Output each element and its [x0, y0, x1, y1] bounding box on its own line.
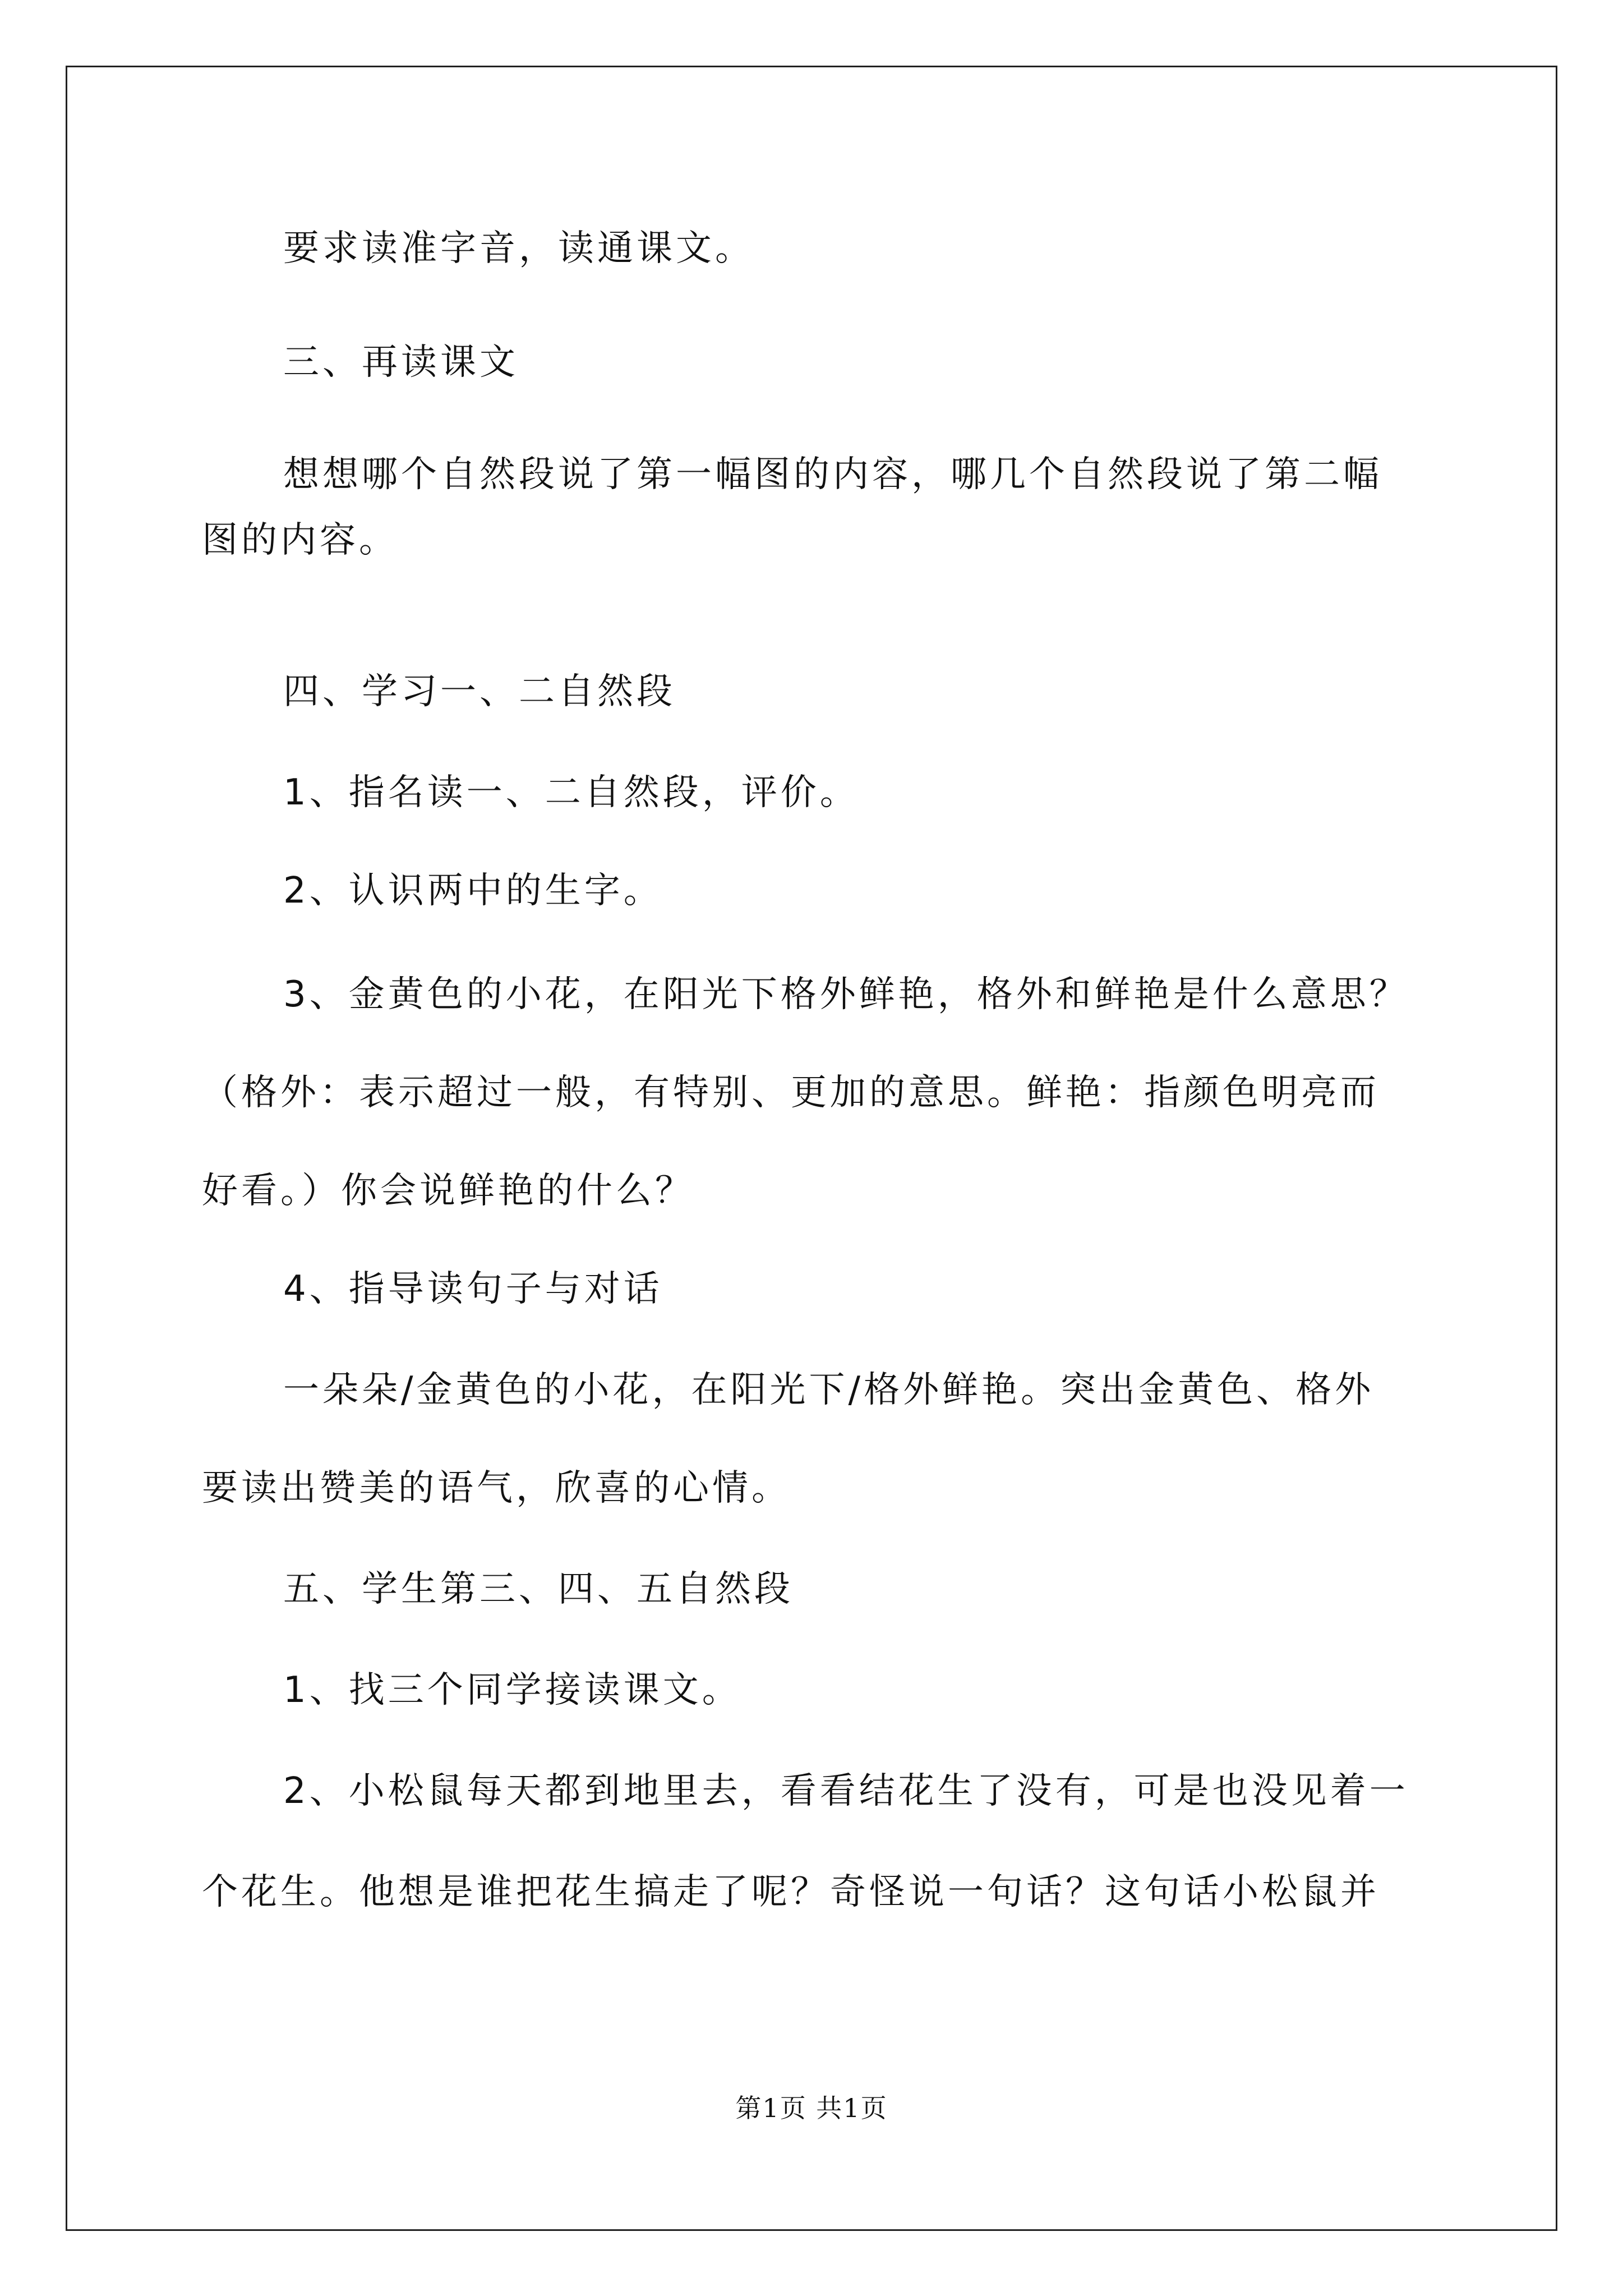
- paragraph-line: 4、指导读句子与对话: [283, 1268, 663, 1310]
- paragraph-line: 好看。）你会说鲜艳的什么？: [202, 1170, 694, 1212]
- paragraph-line: 2、认识两中的生字。: [283, 870, 663, 912]
- paragraph-line: 图的内容。: [202, 519, 398, 561]
- paragraph-line: 3、金黄色的小花，在阳光下格外鲜艳，格外和鲜艳是什么意思？: [283, 974, 1409, 1015]
- paragraph-line: 想想哪个自然段说了第一幅图的内容，哪几个自然段说了第二幅: [283, 454, 1382, 495]
- paragraph-line: 2、小松鼠每天都到地里去，看看结花生了没有，可是也没见着一: [283, 1770, 1409, 1812]
- section-heading: 三、再读课文: [283, 342, 519, 383]
- section-heading: 五、学生第三、四、五自然段: [283, 1568, 794, 1610]
- paragraph-line: 要求读准字音，读通课文。: [283, 228, 754, 269]
- section-heading: 四、学习一、二自然段: [283, 671, 676, 712]
- paragraph-line: 个花生。他想是谁把花生搞走了呢？奇怪说一句话？这句话小松鼠并: [202, 1871, 1380, 1913]
- paragraph-line: 1、找三个同学接读课文。: [283, 1669, 741, 1711]
- paragraph-line: 一朵朵/金黄色的小花，在阳光下/格外鲜艳。突出金黄色、格外: [283, 1369, 1375, 1411]
- paragraph-line: （格外：表示超过一般，有特别、更加的意思。鲜艳：指颜色明亮而: [202, 1072, 1380, 1114]
- paragraph-line: 1、指名读一、二自然段，评价。: [283, 772, 859, 813]
- page-footer: 第1页 共1页: [735, 2093, 888, 2123]
- paragraph-line: 要读出赞美的语气，欣喜的心情。: [202, 1467, 791, 1509]
